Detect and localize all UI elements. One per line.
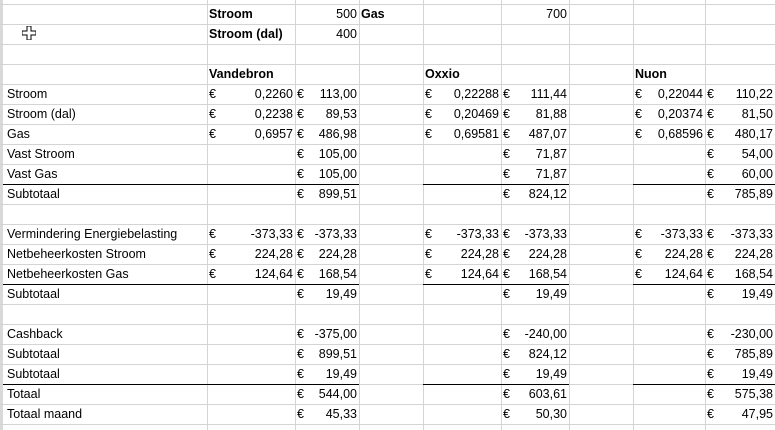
- cell[interactable]: Subtotaal: [7, 187, 60, 201]
- currency-symbol[interactable]: €: [707, 347, 714, 361]
- currency-symbol[interactable]: €: [635, 87, 642, 101]
- cell-bottom-border: [3, 184, 359, 185]
- cell-bottom-border: [633, 384, 775, 385]
- cell[interactable]: 899,51: [318, 187, 357, 201]
- currency-symbol[interactable]: €: [209, 127, 216, 141]
- currency-symbol[interactable]: €: [297, 407, 304, 421]
- currency-symbol[interactable]: €: [297, 187, 304, 201]
- cell[interactable]: 81,88: [535, 107, 567, 121]
- currency-symbol[interactable]: €: [503, 287, 510, 301]
- currency-symbol[interactable]: €: [425, 247, 432, 261]
- cell[interactable]: -240,00: [524, 327, 567, 341]
- currency-symbol[interactable]: €: [297, 127, 304, 141]
- cell[interactable]: -373,33: [314, 227, 357, 241]
- currency-symbol[interactable]: €: [297, 387, 304, 401]
- cell[interactable]: 19,49: [325, 287, 357, 301]
- cell[interactable]: 45,33: [325, 407, 357, 421]
- cell[interactable]: 785,89: [734, 187, 773, 201]
- cell[interactable]: 603,61: [528, 387, 567, 401]
- cell[interactable]: 124,64: [664, 267, 703, 281]
- currency-symbol[interactable]: €: [707, 127, 714, 141]
- currency-symbol[interactable]: €: [707, 167, 714, 181]
- cell[interactable]: 0,2238: [254, 107, 293, 121]
- currency-symbol[interactable]: €: [707, 147, 714, 161]
- cell[interactable]: Netbeheerkosten Gas: [7, 267, 129, 281]
- cell[interactable]: -373,33: [660, 227, 703, 241]
- cell[interactable]: 824,12: [528, 187, 567, 201]
- cell[interactable]: 224,28: [734, 247, 773, 261]
- cell[interactable]: 480,17: [734, 127, 773, 141]
- currency-symbol[interactable]: €: [209, 107, 216, 121]
- cell[interactable]: Stroom: [7, 87, 48, 101]
- cell[interactable]: 0,22044: [657, 87, 703, 101]
- currency-symbol[interactable]: €: [707, 387, 714, 401]
- cell[interactable]: Subtotaal: [7, 347, 60, 361]
- currency-symbol[interactable]: €: [635, 267, 642, 281]
- currency-symbol[interactable]: €: [707, 247, 714, 261]
- cell[interactable]: 0,22288: [453, 87, 499, 101]
- row-gridline: [0, 44, 775, 45]
- cell[interactable]: 47,95: [741, 407, 773, 421]
- currency-symbol[interactable]: €: [503, 87, 510, 101]
- cell[interactable]: 168,54: [528, 267, 567, 281]
- cell[interactable]: Subtotaal: [7, 287, 60, 301]
- cell[interactable]: 19,49: [741, 367, 773, 381]
- currency-symbol[interactable]: €: [503, 267, 510, 281]
- cell[interactable]: Oxxio: [425, 67, 460, 81]
- cell[interactable]: 54,00: [741, 147, 773, 161]
- cell-bottom-border: [633, 184, 775, 185]
- cell-bottom-border: [633, 284, 775, 285]
- cell[interactable]: 89,53: [325, 107, 357, 121]
- currency-symbol[interactable]: €: [503, 387, 510, 401]
- cell[interactable]: 124,64: [460, 267, 499, 281]
- currency-symbol[interactable]: €: [297, 287, 304, 301]
- cell[interactable]: Vermindering Energiebelasting: [7, 227, 178, 241]
- cell[interactable]: Stroom: [209, 7, 253, 21]
- cell[interactable]: 700: [546, 7, 567, 21]
- currency-symbol[interactable]: €: [503, 147, 510, 161]
- currency-symbol[interactable]: €: [425, 107, 432, 121]
- currency-symbol[interactable]: €: [635, 127, 642, 141]
- cell[interactable]: -375,00: [314, 327, 357, 341]
- cell-bottom-border: [423, 184, 569, 185]
- cell[interactable]: Vast Gas: [7, 167, 58, 181]
- currency-symbol[interactable]: €: [707, 287, 714, 301]
- cell[interactable]: 19,49: [535, 367, 567, 381]
- cell[interactable]: Totaal: [7, 387, 41, 401]
- cell-bottom-border: [3, 384, 359, 385]
- currency-symbol[interactable]: €: [297, 227, 304, 241]
- cell[interactable]: Gas: [361, 7, 385, 21]
- cell[interactable]: Stroom (dal): [209, 27, 283, 41]
- cell[interactable]: 111,44: [530, 87, 567, 101]
- cell[interactable]: 400: [336, 27, 357, 41]
- cell[interactable]: 60,00: [741, 167, 773, 181]
- currency-symbol[interactable]: €: [297, 327, 304, 341]
- cell[interactable]: 0,6957: [254, 127, 293, 141]
- currency-symbol[interactable]: €: [503, 367, 510, 381]
- cell[interactable]: 224,28: [318, 247, 357, 261]
- cell[interactable]: 19,49: [325, 367, 357, 381]
- currency-symbol[interactable]: €: [425, 127, 432, 141]
- currency-symbol[interactable]: €: [297, 147, 304, 161]
- cell[interactable]: 224,28: [460, 247, 499, 261]
- cell-select-cursor-icon: [22, 26, 36, 40]
- cell[interactable]: 71,87: [535, 167, 567, 181]
- currency-symbol[interactable]: €: [297, 87, 304, 101]
- currency-symbol[interactable]: €: [503, 327, 510, 341]
- cell[interactable]: 500: [336, 7, 357, 21]
- cell[interactable]: 486,98: [318, 127, 357, 141]
- currency-symbol[interactable]: €: [297, 347, 304, 361]
- cell[interactable]: 19,49: [535, 287, 567, 301]
- cell[interactable]: -373,33: [730, 227, 773, 241]
- cell[interactable]: 0,68596: [657, 127, 703, 141]
- currency-symbol[interactable]: €: [297, 247, 304, 261]
- cell[interactable]: 224,28: [254, 247, 293, 261]
- currency-symbol[interactable]: €: [707, 107, 714, 121]
- cell[interactable]: 0,20469: [453, 107, 499, 121]
- currency-symbol[interactable]: €: [209, 267, 216, 281]
- currency-symbol[interactable]: €: [635, 247, 642, 261]
- currency-symbol[interactable]: €: [635, 107, 642, 121]
- cell[interactable]: -230,00: [730, 327, 773, 341]
- cell[interactable]: 575,38: [734, 387, 773, 401]
- currency-symbol[interactable]: €: [297, 267, 304, 281]
- currency-symbol[interactable]: €: [707, 327, 714, 341]
- cell[interactable]: -373,33: [524, 227, 567, 241]
- cell[interactable]: Netbeheerkosten Stroom: [7, 247, 146, 261]
- cell[interactable]: 19,49: [741, 287, 773, 301]
- currency-symbol[interactable]: €: [425, 227, 432, 241]
- currency-symbol[interactable]: €: [503, 347, 510, 361]
- cell[interactable]: 50,30: [535, 407, 567, 421]
- cell[interactable]: 785,89: [734, 347, 773, 361]
- currency-symbol[interactable]: €: [707, 187, 714, 201]
- currency-symbol[interactable]: €: [425, 87, 432, 101]
- cell[interactable]: 0,2260: [254, 87, 293, 101]
- cell[interactable]: 105,00: [318, 167, 357, 181]
- cell[interactable]: 81,50: [741, 107, 773, 121]
- currency-symbol[interactable]: €: [297, 167, 304, 181]
- cell[interactable]: 0,20374: [657, 107, 703, 121]
- currency-symbol[interactable]: €: [503, 167, 510, 181]
- currency-symbol[interactable]: €: [209, 247, 216, 261]
- cell[interactable]: 224,28: [664, 247, 703, 261]
- cell[interactable]: 168,54: [734, 267, 773, 281]
- cell[interactable]: 71,87: [535, 147, 567, 161]
- currency-symbol[interactable]: €: [707, 87, 714, 101]
- currency-symbol[interactable]: €: [503, 407, 510, 421]
- cell[interactable]: Nuon: [635, 67, 667, 81]
- currency-symbol[interactable]: €: [707, 367, 714, 381]
- cell[interactable]: 168,54: [318, 267, 357, 281]
- cell-bottom-border: [423, 384, 569, 385]
- currency-symbol[interactable]: €: [425, 267, 432, 281]
- cell[interactable]: 0,69581: [453, 127, 499, 141]
- currency-symbol[interactable]: €: [297, 367, 304, 381]
- currency-symbol[interactable]: €: [503, 187, 510, 201]
- cell[interactable]: -373,33: [250, 227, 293, 241]
- cell[interactable]: 124,64: [254, 267, 293, 281]
- cell[interactable]: -373,33: [456, 227, 499, 241]
- cell[interactable]: Vandebron: [209, 67, 274, 81]
- cell[interactable]: 105,00: [318, 147, 357, 161]
- currency-symbol[interactable]: €: [635, 227, 642, 241]
- cell[interactable]: Subtotaal: [7, 367, 60, 381]
- cell-bottom-border: [423, 284, 569, 285]
- cell[interactable]: 113,00: [319, 87, 357, 101]
- currency-symbol[interactable]: €: [707, 227, 714, 241]
- currency-symbol[interactable]: €: [297, 107, 304, 121]
- cell[interactable]: 224,28: [528, 247, 567, 261]
- currency-symbol[interactable]: €: [503, 247, 510, 261]
- currency-symbol[interactable]: €: [503, 227, 510, 241]
- cell[interactable]: 110,22: [735, 87, 773, 101]
- currency-symbol[interactable]: €: [503, 107, 510, 121]
- currency-symbol[interactable]: €: [209, 227, 216, 241]
- cell[interactable]: 544,00: [318, 387, 357, 401]
- cell[interactable]: 824,12: [528, 347, 567, 361]
- cell[interactable]: Stroom (dal): [7, 107, 76, 121]
- currency-symbol[interactable]: €: [707, 407, 714, 421]
- cell[interactable]: 899,51: [318, 347, 357, 361]
- currency-symbol[interactable]: €: [707, 267, 714, 281]
- cell[interactable]: 487,07: [528, 127, 567, 141]
- cell[interactable]: Gas: [7, 127, 30, 141]
- currency-symbol[interactable]: €: [503, 127, 510, 141]
- cell-bottom-border: [3, 284, 359, 285]
- cell[interactable]: Totaal maand: [7, 407, 83, 421]
- cell[interactable]: Vast Stroom: [7, 147, 75, 161]
- cell[interactable]: Cashback: [7, 327, 63, 341]
- currency-symbol[interactable]: €: [209, 87, 216, 101]
